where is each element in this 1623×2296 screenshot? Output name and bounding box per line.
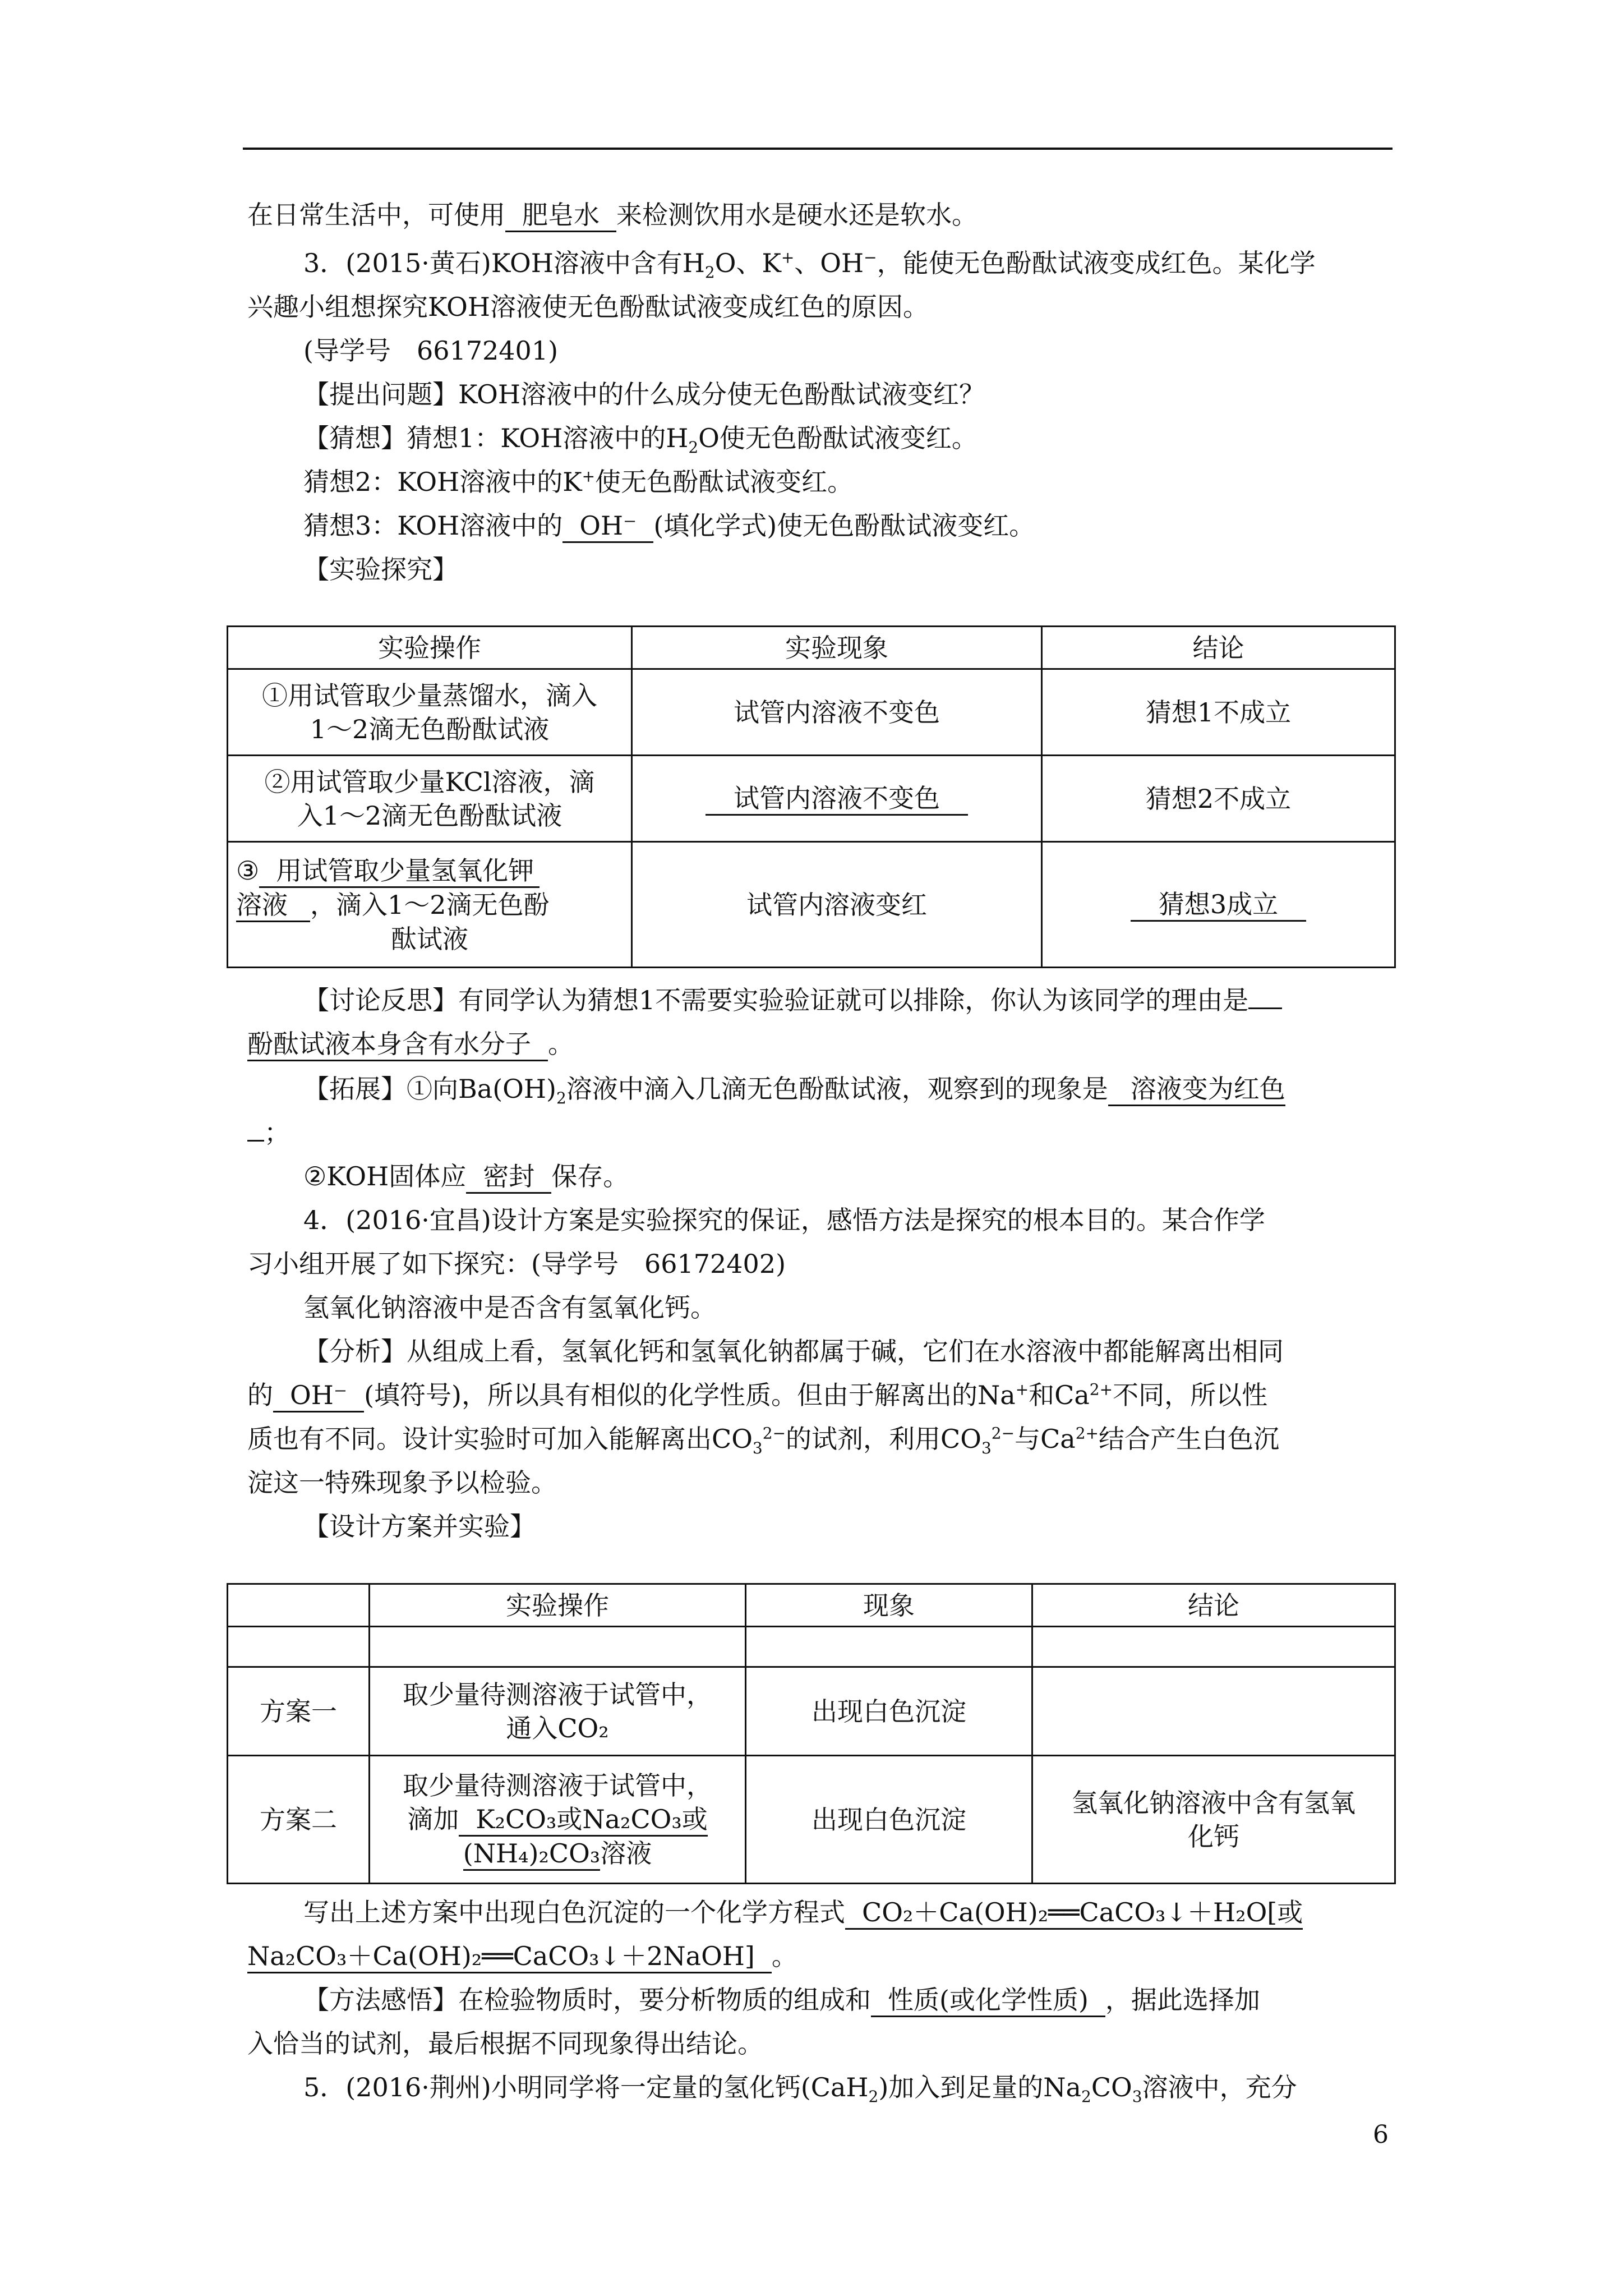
text-line: 猜想3：KOH溶液中的 OH⁻ (填化学式)使无色酚酞试液变红。 — [303, 508, 1035, 543]
text-line: 猜想2：KOH溶液中的K+使无色酚酞试液变红。 — [303, 467, 854, 497]
answer-blank: 猜想3成立 — [1131, 889, 1306, 922]
answer-blank: CO₂＋Ca(OH)₂══CaCO₃↓＋H₂O[或 — [845, 1897, 1303, 1930]
text-line: 氢氧化钠溶液中是否含有氢氧化钙。 — [303, 1292, 716, 1323]
text-line: ； — [247, 1115, 290, 1150]
text-line: 【讨论反思】有同学认为猜想1不需要实验验证就可以排除，你认为该同学的理由是 — [303, 983, 1282, 1018]
text-line: 【拓展】①向$Ba(OH)_2$溶液中滴入几滴无色酚酞试液，观察到的现象是 溶液变为红色 — [303, 1074, 1285, 1108]
page-number: 6 — [1373, 2120, 1389, 2149]
text-line: 入恰当的试剂，最后根据不同现象得出结论。 — [247, 2028, 763, 2059]
table-row — [228, 1627, 1395, 1667]
text-line: 在日常生活中，可使用 肥皂水 来检测饮用水是硬水还是软水。 — [247, 197, 978, 232]
question-4: 4．(2016·宜昌)设计方案是实验探究的保证，感悟方法是探究的根本目的。某合作学 — [303, 1205, 1265, 1235]
experiment-table-1 — [227, 625, 1396, 968]
answer-blank: 溶液变为红色 — [1108, 1073, 1285, 1106]
answer-blank: Na₂CO₃＋Ca(OH)₂══CaCO₃↓＋2NaOH] — [247, 1940, 772, 1973]
table-row: ①用试管取少量蒸馏水，滴入 1～2滴无色酚酞试液 试管内溶液不变色 猜想1不成立 — [228, 669, 1395, 756]
table-row: 实验操作 现象 结论 — [228, 1584, 1395, 1627]
table-row: ②用试管取少量KCl溶液，滴 入1～2滴无色酚酞试液 试管内溶液不变色 猜想2不成立 — [228, 756, 1395, 842]
answer-blank: 用试管取少量氢氧化钾 — [259, 855, 540, 888]
text-line: 【设计方案并实验】 — [303, 1511, 536, 1542]
question-5: 5．(2016·荆州)小明同学将一定量的氢化钙(CaH$_2$)加入到足量的$Na_2CO_3$溶液中，充分 — [303, 2072, 1297, 2106]
answer-blank: 溶液 — [236, 889, 310, 922]
table-row: 实验操作 实验现象 结论 — [228, 627, 1395, 669]
header-rule — [243, 148, 1393, 150]
table-row: 方案二 取少量待测溶液于试管中， 滴加 K₂CO₃或Na₂CO₃或 (NH₄)₂CO₃溶液 出现白色沉淀 氢氧化钠溶液中含有氢氧 化钙 — [228, 1756, 1395, 1884]
text-line: ②KOH固体应 密封 保存。 — [303, 1159, 629, 1194]
text-line: 酚酞试液本身含有水分子 。 — [247, 1027, 574, 1061]
answer-blank: 性质(或化学性质) — [871, 1984, 1105, 2017]
text-line: 【提出问题】KOH溶液中的什么成分使无色酚酞试液变红？ — [303, 379, 985, 409]
question-3: 3．(2015·黄石)KOH溶液中含有$H_2O$、K+、OH−，能使无色酚酞试液变成红色。某化学 — [303, 248, 1316, 282]
text-line: Na₂CO₃＋Ca(OH)₂══CaCO₃↓＋2NaOH] 。 — [247, 1939, 797, 1973]
text-line: 淀这一特殊现象予以检验。 — [247, 1467, 557, 1498]
answer-blank: OH⁻ — [562, 510, 653, 543]
text-line: 的 OH⁻ (填符号)，所以具有相似的化学性质。但由于解离出的Na+和$Ca^{2+}$不同，所以性 — [247, 1378, 1267, 1412]
text-line: 写出上述方案中出现白色沉淀的一个化学方程式 CO₂＋Ca(OH)₂══CaCO₃↓＋H₂O[或 — [303, 1895, 1303, 1930]
table-row: ③ 用试管取少量氢氧化钾 溶液 ，滴入1～2滴无色酚 酞试液 试管内溶液变红 猜想3成立 — [228, 842, 1395, 968]
answer-blank: 酚酞试液本身含有水分子 — [247, 1028, 548, 1061]
answer-blank: 试管内溶液不变色 — [706, 783, 968, 816]
answer-blank: 密封 — [466, 1161, 551, 1194]
table-row: 方案一 取少量待测溶液于试管中， 通入CO₂ 出现白色沉淀 — [228, 1667, 1395, 1756]
text-line: 质也有不同。设计实验时可加入能解离出$CO_3^{2-}$的试剂，利用$CO_3^{2-}$与$Ca^{2+}$结合产生白色沉 — [247, 1424, 1279, 1458]
answer-blank: K₂CO₃或Na₂CO₃或 — [459, 1803, 708, 1837]
text-line: 【猜想】猜想1：KOH溶液中的$H_2O$使无色酚酞试液变红。 — [303, 423, 978, 457]
guide-number: (导学号 66172401) — [303, 335, 559, 366]
text-line: 【实验探究】 — [303, 554, 458, 585]
text-line: 【方法感悟】在检验物质时，要分析物质的组成和 性质(或化学性质) ，据此选择加 — [303, 1982, 1260, 2017]
experiment-table-2 — [227, 1583, 1396, 1884]
text-line: 兴趣小组想探究KOH溶液使无色酚酞试液变成红色的原因。 — [247, 292, 929, 322]
answer-blank: (NH₄)₂CO₃ — [463, 1838, 601, 1871]
answer-blank: OH⁻ — [273, 1379, 364, 1412]
text-line: 习小组开展了如下探究：(导学号 66172402) — [247, 1249, 786, 1279]
text-line: 【分析】从组成上看，氢氧化钙和氢氧化钠都属于碱，它们在水溶液中都能解离出相同 — [303, 1336, 1284, 1366]
answer-blank: 肥皂水 — [505, 199, 616, 232]
